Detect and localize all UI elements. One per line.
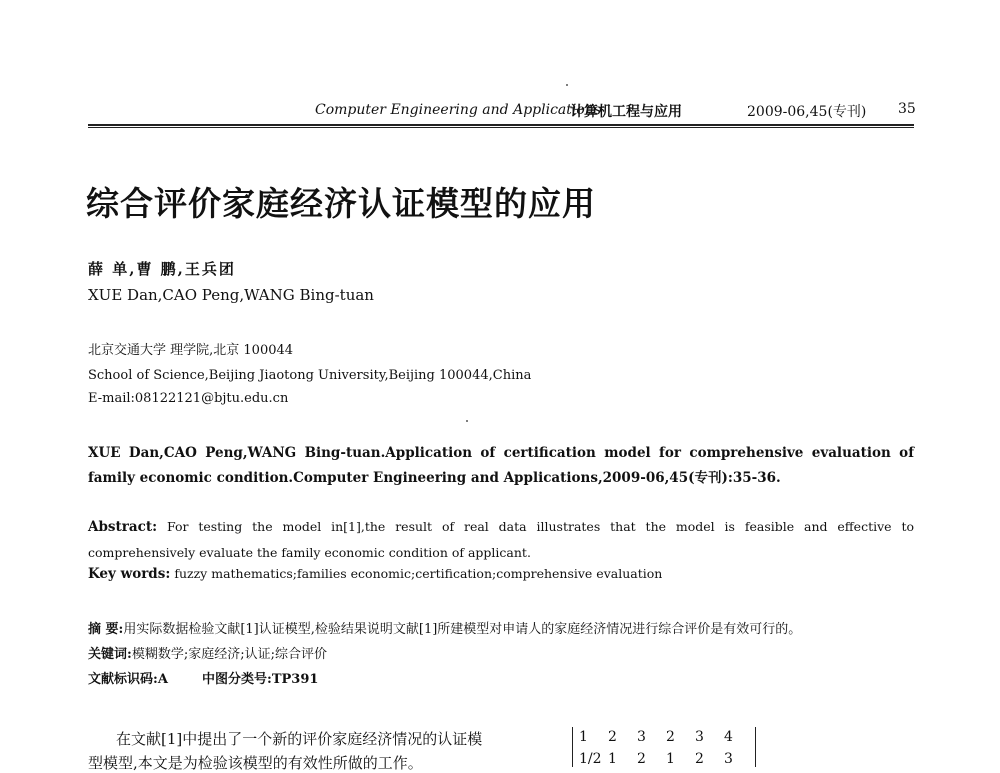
keywords-en-label: Key words: (88, 566, 171, 582)
matrix-cell: 1/2 (579, 751, 602, 767)
matrix-row (579, 729, 753, 745)
abstract-en (88, 514, 914, 565)
classification-codes (88, 668, 318, 687)
class-code-value: TP391 (271, 672, 319, 687)
paper-title: 综合评价家庭经济认证模型的应用 (86, 184, 596, 223)
judgment-matrix (572, 727, 756, 767)
authors-cn: 薛 单,曹 鹏,王兵团 (88, 260, 236, 278)
keywords-cn-text: 模糊数学;家庭经济;认证;综合评价 (131, 647, 327, 662)
running-header-journal-en: Computer Engineering and Applications (315, 102, 601, 118)
abstract-cn-text: 用实际数据检验文献[1]认证模型,检验结果说明文献[1]所建模型对申请人的家庭经济情况进行综合评价是有效可行的。 (123, 622, 802, 637)
keywords-en-text: fuzzy mathematics;families economic;certification;comprehensive evaluation (174, 566, 663, 581)
abstract-cn-label: 摘 要: (88, 622, 124, 637)
matrix-cell: 2 (695, 751, 704, 767)
matrix-row (579, 751, 753, 767)
page-number: 35 (898, 101, 916, 117)
running-header-date-volume: 2009-06,45(专刊) (747, 104, 867, 120)
keywords-cn (88, 643, 327, 662)
scan-speck (466, 420, 468, 422)
matrix-cell: 3 (724, 751, 733, 767)
matrix-cell: 3 (695, 729, 704, 745)
doc-code-label: 文献标识码: (88, 672, 158, 687)
matrix-cell: 2 (666, 729, 675, 745)
body-text-line: 型模型,本文是为检验该模型的有效性所做的工作。 (88, 754, 423, 772)
keywords-en (88, 566, 662, 582)
affiliation-en: School of Science,Beijing Jiaotong University,Beijing 100044,China (88, 368, 532, 383)
doc-code-value: A (157, 672, 168, 687)
citation: XUE Dan,CAO Peng,WANG Bing-tuan.Application of certification model for comprehensive evaluation of family economic condition.Computer Engineering and Applications,2009-06,45(专刊):35-36. (88, 445, 914, 486)
abstract-cn (88, 618, 801, 637)
header-rule-thin (88, 127, 914, 128)
matrix-cell: 1 (579, 729, 588, 745)
abstract-en-text: For testing the model in[1],the result of real data illustrates that the model is feasible and effective to comprehensively evaluate the family economic condition of applicant. (88, 519, 914, 560)
author-email: E-mail:08122121@bjtu.edu.cn (88, 391, 289, 406)
body-text-line: 在文献[1]中提出了一个新的评价家庭经济情况的认证模 (116, 730, 483, 748)
abstract-en-label: Abstract: (88, 519, 158, 535)
class-code-label: 中图分类号: (202, 672, 272, 687)
running-header-journal-cn: 计算机工程与应用 (570, 104, 682, 120)
matrix-cell: 3 (637, 729, 646, 745)
matrix-cell: 1 (608, 751, 617, 767)
scan-speck (566, 84, 568, 86)
matrix-cell: 1 (666, 751, 675, 767)
affiliation-cn: 北京交通大学 理学院,北京 100044 (88, 343, 294, 358)
keywords-cn-label: 关键词: (88, 647, 132, 662)
authors-en: XUE Dan,CAO Peng,WANG Bing-tuan (88, 286, 374, 304)
matrix-cell: 2 (637, 751, 646, 767)
matrix-cell: 2 (608, 729, 617, 745)
header-rule (88, 124, 914, 126)
matrix-cell: 4 (724, 729, 733, 745)
